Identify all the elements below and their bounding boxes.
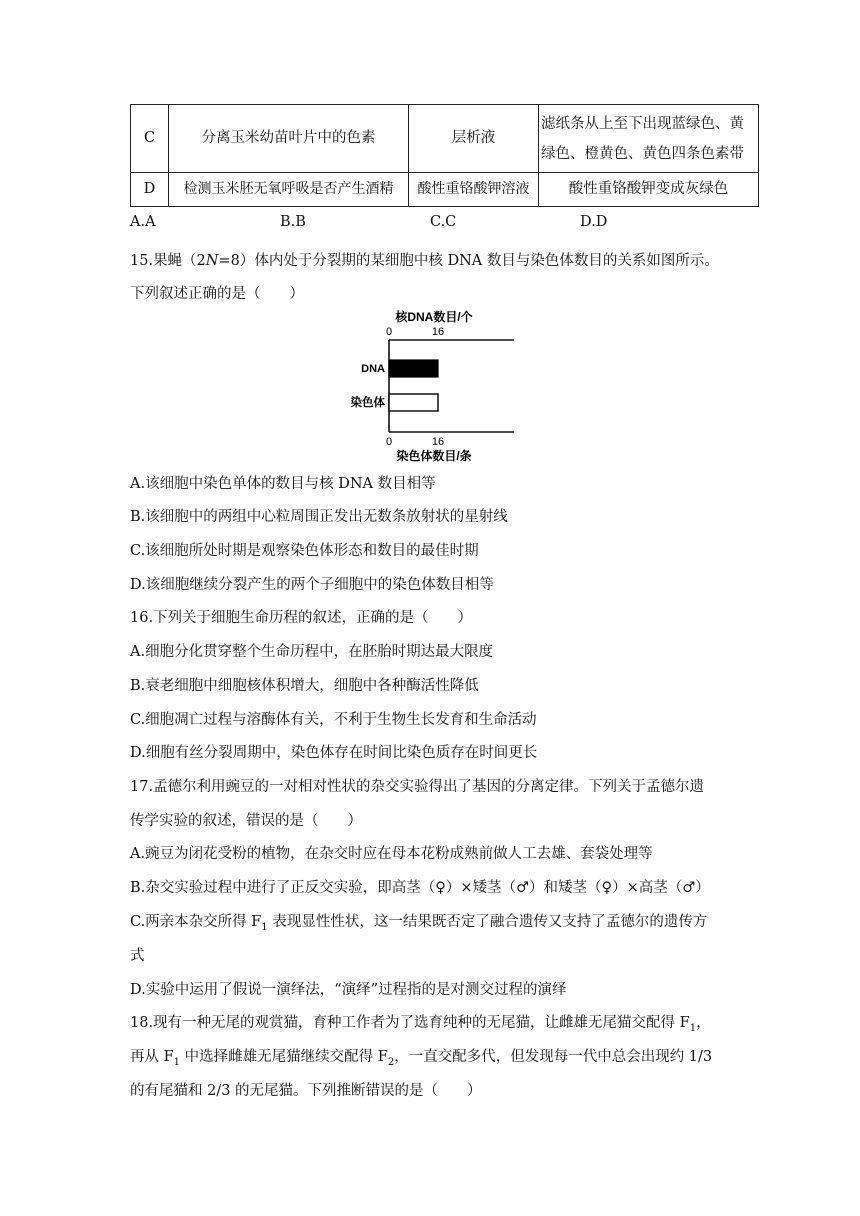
result-cell: 酸性重铬酸钾变成灰绿色 bbox=[539, 173, 759, 207]
q15-stem-part: =8）体内处于分裂期的某细胞中核 DNA 数目与染色体数目的关系如图所示。 bbox=[218, 253, 719, 269]
q16-option-d[interactable]: D.细胞有丝分裂周期中，染色体存在时间比染色质存在时间更长 bbox=[130, 745, 538, 761]
subscript: 1 bbox=[689, 1022, 697, 1034]
subscript: 1 bbox=[261, 921, 268, 933]
q16-option-b[interactable]: B.衰老细胞中细胞核体积增大，细胞中各种酶活性降低 bbox=[130, 678, 479, 694]
q14-options bbox=[130, 214, 750, 236]
bar-chromosome bbox=[389, 394, 438, 411]
q18-text: ， bbox=[696, 1015, 711, 1031]
dna-chromosome-bar-chart bbox=[340, 308, 530, 466]
result-cell: 滤纸条从上至下出现蓝绿色、黄绿色、橙黄色、黄色四条色素带 bbox=[539, 105, 759, 173]
table-row bbox=[131, 173, 759, 207]
q18-text: 18.现有一种无尾的观赏猫，育种工作者为了选育纯种的无尾猫，让雌雄无尾猫交配得 F bbox=[130, 1015, 690, 1031]
series-label-dna: DNA bbox=[361, 363, 385, 375]
q16-option-a[interactable]: A.细胞分化贯穿整个生命历程中，在胚胎时期达最大限度 bbox=[130, 644, 494, 660]
q17-option-c[interactable] bbox=[130, 911, 707, 939]
table-row bbox=[131, 105, 759, 173]
subscript: 1 bbox=[173, 1056, 181, 1068]
q15-stem-line2: 下列叙述正确的是（ ） bbox=[130, 286, 304, 302]
q17-option-c-part: 表现显性性状，这一结果既否定了融合遗传又支持了孟德尔的遗传方 bbox=[267, 914, 708, 930]
q17-option-a[interactable]: A.豌豆为闭花受粉的植物，在杂交时应在母本花粉成熟前做人工去雄、套袋处理等 bbox=[130, 846, 653, 862]
q15-option-b[interactable]: B.该细胞中的两组中心粒周围正发出无数条放射状的星射线 bbox=[130, 509, 508, 525]
option-d[interactable]: D.D bbox=[580, 214, 608, 230]
bottom-tick-16: 16 bbox=[431, 436, 445, 448]
reagent-cell: 层析液 bbox=[409, 105, 539, 173]
experiment-cell: 分离玉米幼苗叶片中的色素 bbox=[169, 105, 409, 173]
q15-option-a[interactable]: A.该细胞中染色单体的数目与核 DNA 数目相等 bbox=[130, 476, 436, 492]
q18-stem-line2 bbox=[130, 1046, 712, 1074]
experiment-cell: 检测玉米胚无氧呼吸是否产生酒精 bbox=[169, 173, 409, 207]
q18-stem-line3: 的有尾猫和 2/3 的无尾猫。下列推断错误的是（ ） bbox=[130, 1083, 482, 1099]
bottom-axis-label: 染色体数目/条 bbox=[396, 449, 472, 463]
q17-option-b[interactable]: B.杂交实验过程中进行了正反交实验，即高茎（♀）×矮茎（♂）和矮茎（♀）×高茎（♂） bbox=[130, 880, 710, 896]
q15-stem-part: 15.果蝇（2 bbox=[130, 253, 206, 269]
q18-text: ，一直交配多代，但发现每一代中总会出现约 1/3 bbox=[394, 1049, 713, 1065]
q17-option-d[interactable]: D.实验中运用了假说一演绎法，“演绎”过程指的是对测交过程的演绎 bbox=[130, 982, 567, 998]
subscript: 2 bbox=[387, 1056, 395, 1068]
bar-dna bbox=[389, 360, 438, 377]
reagent-cell: 酸性重铬酸钾溶液 bbox=[409, 173, 539, 207]
q17-option-c-part: C.两亲本杂交所得 F bbox=[130, 914, 262, 930]
q17-option-c-cont: 式 bbox=[130, 948, 145, 964]
q18-text: 再从 F bbox=[130, 1049, 174, 1065]
q15-option-c[interactable]: C.该细胞所处时期是观察染色体形态和数目的最佳时期 bbox=[130, 543, 479, 559]
series-label-chromosome: 染色体 bbox=[350, 397, 385, 409]
q18-text: 中选择雌雄无尾猫继续交配得 F bbox=[180, 1049, 388, 1065]
q15-stem-line1 bbox=[130, 250, 719, 272]
q16-stem: 16.下列关于细胞生命历程的叙述，正确的是（ ） bbox=[130, 610, 473, 626]
row-label: D bbox=[131, 173, 169, 207]
top-axis-label: 核DNA数目/个 bbox=[395, 310, 473, 324]
q17-stem-line1: 17.孟德尔利用豌豆的一对相对性状的杂交实验得出了基因的分离定律。下列关于孟德尔遗 bbox=[130, 779, 705, 795]
experiment-table bbox=[130, 104, 759, 207]
option-c[interactable]: C.C bbox=[430, 214, 457, 230]
q18-stem-line1 bbox=[130, 1012, 711, 1040]
option-a[interactable]: A.A bbox=[130, 214, 156, 230]
top-tick-16: 16 bbox=[431, 326, 445, 338]
top-tick-0: 0 bbox=[385, 326, 393, 338]
q15-stem-n: N bbox=[205, 253, 219, 269]
q17-stem-line2: 传学实验的叙述，错误的是（ ） bbox=[130, 813, 362, 829]
option-b[interactable]: B.B bbox=[280, 214, 306, 230]
bottom-tick-0: 0 bbox=[385, 436, 393, 448]
q16-option-c[interactable]: C.细胞凋亡过程与溶酶体有关，不利于生物生长发育和生命活动 bbox=[130, 712, 537, 728]
row-label: C bbox=[131, 105, 169, 173]
q15-option-d[interactable]: D.该细胞继续分裂产生的两个子细胞中的染色体数目相等 bbox=[130, 577, 494, 593]
